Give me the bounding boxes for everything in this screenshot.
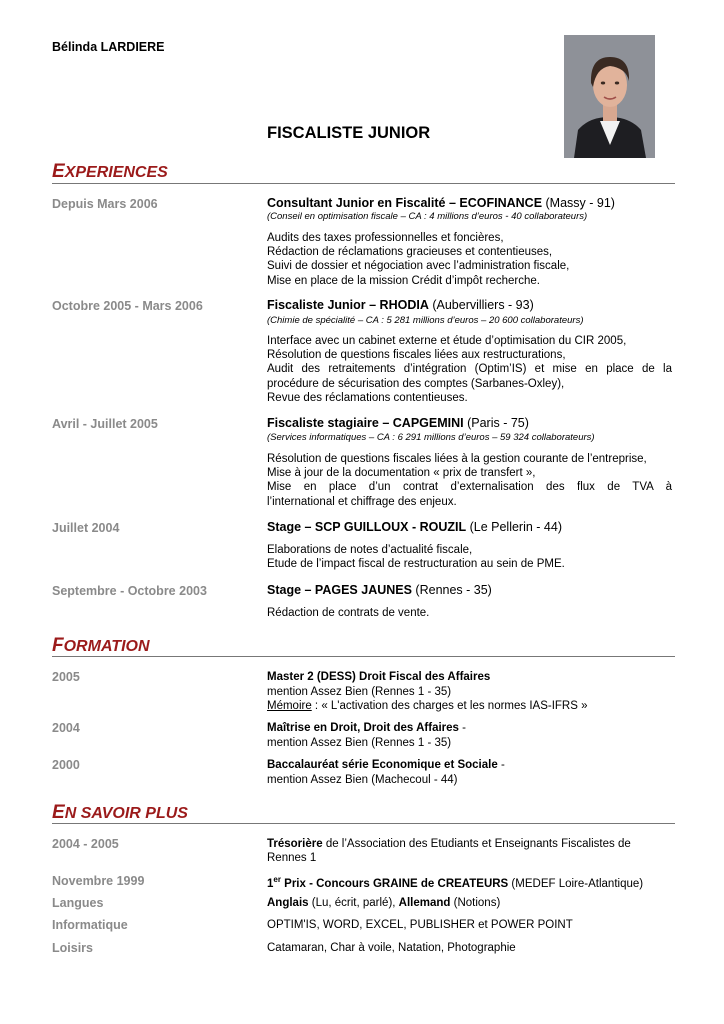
formation-details: mention Assez Bien (Machecoul - 44) (267, 774, 458, 786)
experience-role: Fiscaliste stagiaire – CAPGEMINI (Paris - 75) (267, 416, 529, 430)
section-title-experiences: EXPERIENCES (52, 161, 168, 182)
experience-role: Consultant Junior en Fiscalité – ECOFINANCE (Massy - 91) (267, 196, 615, 210)
info-value: Trésorière de l’Association des Etudiants et Enseignants Fiscalistes de Rennes 1 (267, 838, 631, 865)
section-title-more: EN SAVOIR PLUS (52, 802, 188, 823)
job-title: FISCALISTE JUNIOR (267, 124, 431, 142)
experience-role: Fiscaliste Junior – RHODIA (Aubervilliers - 93) (267, 298, 534, 312)
experience-date: Avril - Juillet 2005 (52, 417, 158, 431)
formation-details: mention Assez Bien (Rennes 1 - 35) Mémoire : « L'activation des charges et les normes IAS-IFRS » (267, 686, 588, 713)
experience-date: Juillet 2004 (52, 521, 120, 535)
experience-company-detail: (Chimie de spécialité – CA : 5 281 millions d’euros – 20 600 collaborateurs) (267, 315, 584, 326)
experience-date: Depuis Mars 2006 (52, 197, 158, 211)
experience-role: Stage – PAGES JAUNES (Rennes - 35) (267, 583, 492, 597)
formation-title: Maîtrise en Droit, Droit des Affaires - (267, 722, 466, 734)
formation-title: Master 2 (DESS) Droit Fiscal des Affaires (267, 671, 491, 683)
experience-company-detail: (Conseil en optimisation fiscale – CA : 4 millions d’euros - 40 collaborateurs) (267, 211, 588, 222)
experience-tasks: Interface avec un cabinet externe et étude d’optimisation du CIR 2005, Résolution de questions fiscales liées aux restructurations, Audit des retraitements d’intégration (Optim’IS) et mise en place de la procédure de sécurisation des comptes (Sarbanes-Oxley), Revue des réclamations contentieuses. (267, 335, 672, 404)
formation-details: mention Assez Bien (Rennes 1 - 35) (267, 737, 452, 749)
info-label: Loisirs (52, 941, 93, 955)
section-divider (52, 656, 675, 657)
profile-photo (564, 35, 655, 158)
section-title-formation: FORMATION (52, 635, 150, 656)
section-divider (52, 183, 675, 184)
experience-tasks: Résolution de questions fiscales liées à la gestion courante de l’entreprise, Mise à jour de la documentation « prix de transfert », Mise en place d’un contrat d’externalisation des flux de TVA à l’international et chiffrage des enjeux. (267, 453, 672, 508)
info-label: 2004 - 2005 (52, 837, 119, 851)
info-value: 1er Prix - Concours GRAINE de CREATEURS (MEDEF Loire-Atlantique) (267, 875, 644, 890)
experience-tasks: Rédaction de contrats de vente. (267, 607, 430, 619)
info-label: Novembre 1999 (52, 874, 145, 888)
info-value: Anglais (Lu, écrit, parlé), Allemand (Notions) (267, 897, 501, 909)
formation-date: 2005 (52, 670, 80, 684)
formation-date: 2004 (52, 721, 80, 735)
formation-title: Baccalauréat série Economique et Sociale - (267, 759, 505, 771)
formation-date: 2000 (52, 758, 80, 772)
experience-tasks: Elaborations de notes d’actualité fiscale, Etude de l’impact fiscal de restructuration au sein de PME. (267, 544, 565, 571)
experience-date: Octobre 2005 - Mars 2006 (52, 299, 203, 313)
experience-date: Septembre - Octobre 2003 (52, 584, 207, 598)
info-label: Informatique (52, 918, 128, 932)
portrait-image (564, 35, 655, 158)
experience-role: Stage – SCP GUILLOUX - ROUZIL (Le Pellerin - 44) (267, 520, 562, 534)
info-label: Langues (52, 896, 104, 910)
candidate-name: Bélinda LARDIERE (52, 40, 165, 54)
experience-company-detail: (Services informatiques – CA : 6 291 millions d’euros – 59 324 collaborateurs) (267, 432, 595, 443)
section-divider (52, 823, 675, 824)
info-value: Catamaran, Char à voile, Natation, Photographie (267, 942, 516, 954)
info-value: OPTIM'IS, WORD, EXCEL, PUBLISHER et POWER POINT (267, 919, 573, 931)
experience-tasks: Audits des taxes professionnelles et foncières, Rédaction de réclamations gracieuses et contentieuses, Suivi de dossier et négociation avec l’administration fiscale, Mise en place de la mission Crédit d’impôt recherche. (267, 232, 570, 287)
